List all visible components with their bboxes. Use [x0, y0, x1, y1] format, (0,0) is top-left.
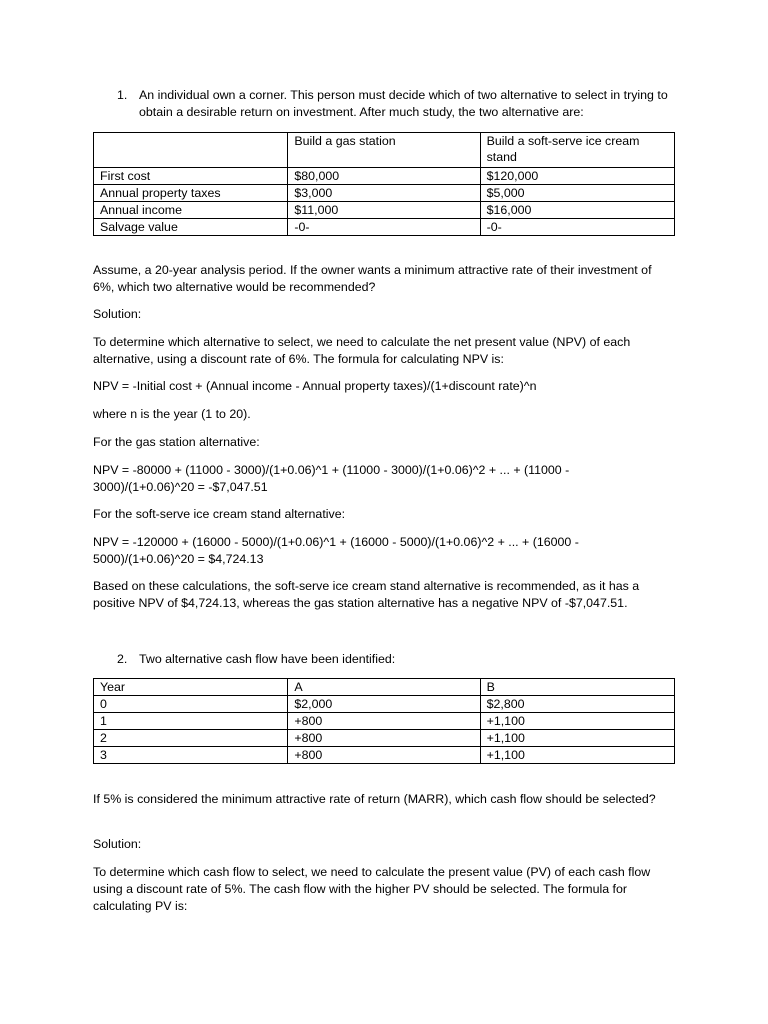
- table-cell: 1: [94, 713, 288, 730]
- table-cell: +800: [288, 747, 480, 764]
- table-cell: $2,000: [288, 696, 480, 713]
- gas-station-calculation: NPV = -80000 + (11000 - 3000)/(1+0.06)^1 + (11000 - 3000)/(1+0.06)^2 + ... + (11000 - 3000)/(1+0.06)^20 = -$7,047.51: [93, 463, 570, 494]
- table-cell: +1,100: [480, 713, 674, 730]
- table-cell: 3: [94, 747, 288, 764]
- table-cell: First cost: [94, 168, 288, 185]
- marr-question: If 5% is considered the minimum attractive rate of return (MARR), which cash flow should be selected?: [93, 792, 656, 806]
- table-header-row: [94, 133, 675, 168]
- solution-label-2: Solution:: [93, 837, 142, 851]
- assumption-paragraph: Assume, a 20-year analysis period. If the owner wants a minimum attractive rate of their investment of 6%, which two alternative would be recommended?: [93, 263, 652, 294]
- table-cell: Annual property taxes: [94, 185, 288, 202]
- table-cell: +800: [288, 730, 480, 747]
- table-header-cell: Year: [94, 679, 288, 696]
- question-2: [117, 651, 677, 668]
- table-header-cell: B: [480, 679, 674, 696]
- table-row: [94, 168, 675, 185]
- npv-formula: NPV = -Initial cost + (Annual income - Annual property taxes)/(1+discount rate)^n: [93, 379, 537, 393]
- table-cell: $16,000: [480, 202, 674, 219]
- table-cell: +800: [288, 713, 480, 730]
- question-1-text: An individual own a corner. This person must decide which of two alternative to select in trying to obtain a desirable return on investment. After much study, the two alternative are:: [139, 88, 668, 119]
- table-cell: $2,800: [480, 696, 674, 713]
- table-cell: -0-: [288, 219, 480, 236]
- table-cell: 2: [94, 730, 288, 747]
- table-row: [94, 696, 675, 713]
- table-cell: $11,000: [288, 202, 480, 219]
- table-cell: $5,000: [480, 185, 674, 202]
- table-row: [94, 730, 675, 747]
- year-range-note: where n is the year (1 to 20).: [93, 407, 251, 421]
- table-header-row: [94, 679, 675, 696]
- table-cell: $120,000: [480, 168, 674, 185]
- conclusion-paragraph: Based on these calculations, the soft-serve ice cream stand alternative is recommended, as it has a positive NPV of $4,724.13, whereas the gas station alternative has a negative NPV of -$7,047.51.: [93, 579, 640, 610]
- ice-cream-heading: For the soft-serve ice cream stand alternative:: [93, 507, 346, 521]
- pv-intro-paragraph: To determine which cash flow to select, we need to calculate the present value (PV) of each cash flow using a discount rate of 5%. The cash flow with the higher PV should be selected. The formula for calculating PV is:: [93, 865, 651, 913]
- npv-intro-paragraph: To determine which alternative to select, we need to calculate the net present value (NPV) of each alternative, using a discount rate of 6%. The formula for calculating NPV is:: [93, 335, 631, 366]
- question-2-number: 2.: [117, 652, 128, 666]
- table-header-cell: [94, 133, 288, 168]
- table-cell: +1,100: [480, 730, 674, 747]
- table-cell: +1,100: [480, 747, 674, 764]
- gas-station-heading: For the gas station alternative:: [93, 435, 260, 449]
- table-row: [94, 185, 675, 202]
- table-row: [94, 747, 675, 764]
- table-cell: $80,000: [288, 168, 480, 185]
- table-cell: 0: [94, 696, 288, 713]
- table-row: [94, 202, 675, 219]
- table-cell: Annual income: [94, 202, 288, 219]
- solution-label: Solution:: [93, 307, 142, 321]
- table-header-cell: A: [288, 679, 480, 696]
- table-cell: $3,000: [288, 185, 480, 202]
- table-header-cell: Build a gas station: [288, 133, 480, 168]
- table-row: [94, 219, 675, 236]
- alternatives-table: [93, 132, 675, 236]
- table-cell: Salvage value: [94, 219, 288, 236]
- table-cell: -0-: [480, 219, 674, 236]
- question-2-text: Two alternative cash flow have been identified:: [139, 652, 396, 666]
- table-row: [94, 713, 675, 730]
- question-1-number: 1.: [117, 88, 128, 102]
- cash-flow-table: [93, 678, 675, 764]
- ice-cream-calculation: NPV = -120000 + (16000 - 5000)/(1+0.06)^1 + (16000 - 5000)/(1+0.06)^2 + ... + (16000 - 5000)/(1+0.06)^20 = $4,724.13: [93, 535, 579, 566]
- question-1: [117, 87, 677, 121]
- table-header-cell: Build a soft-serve ice cream stand: [480, 133, 674, 168]
